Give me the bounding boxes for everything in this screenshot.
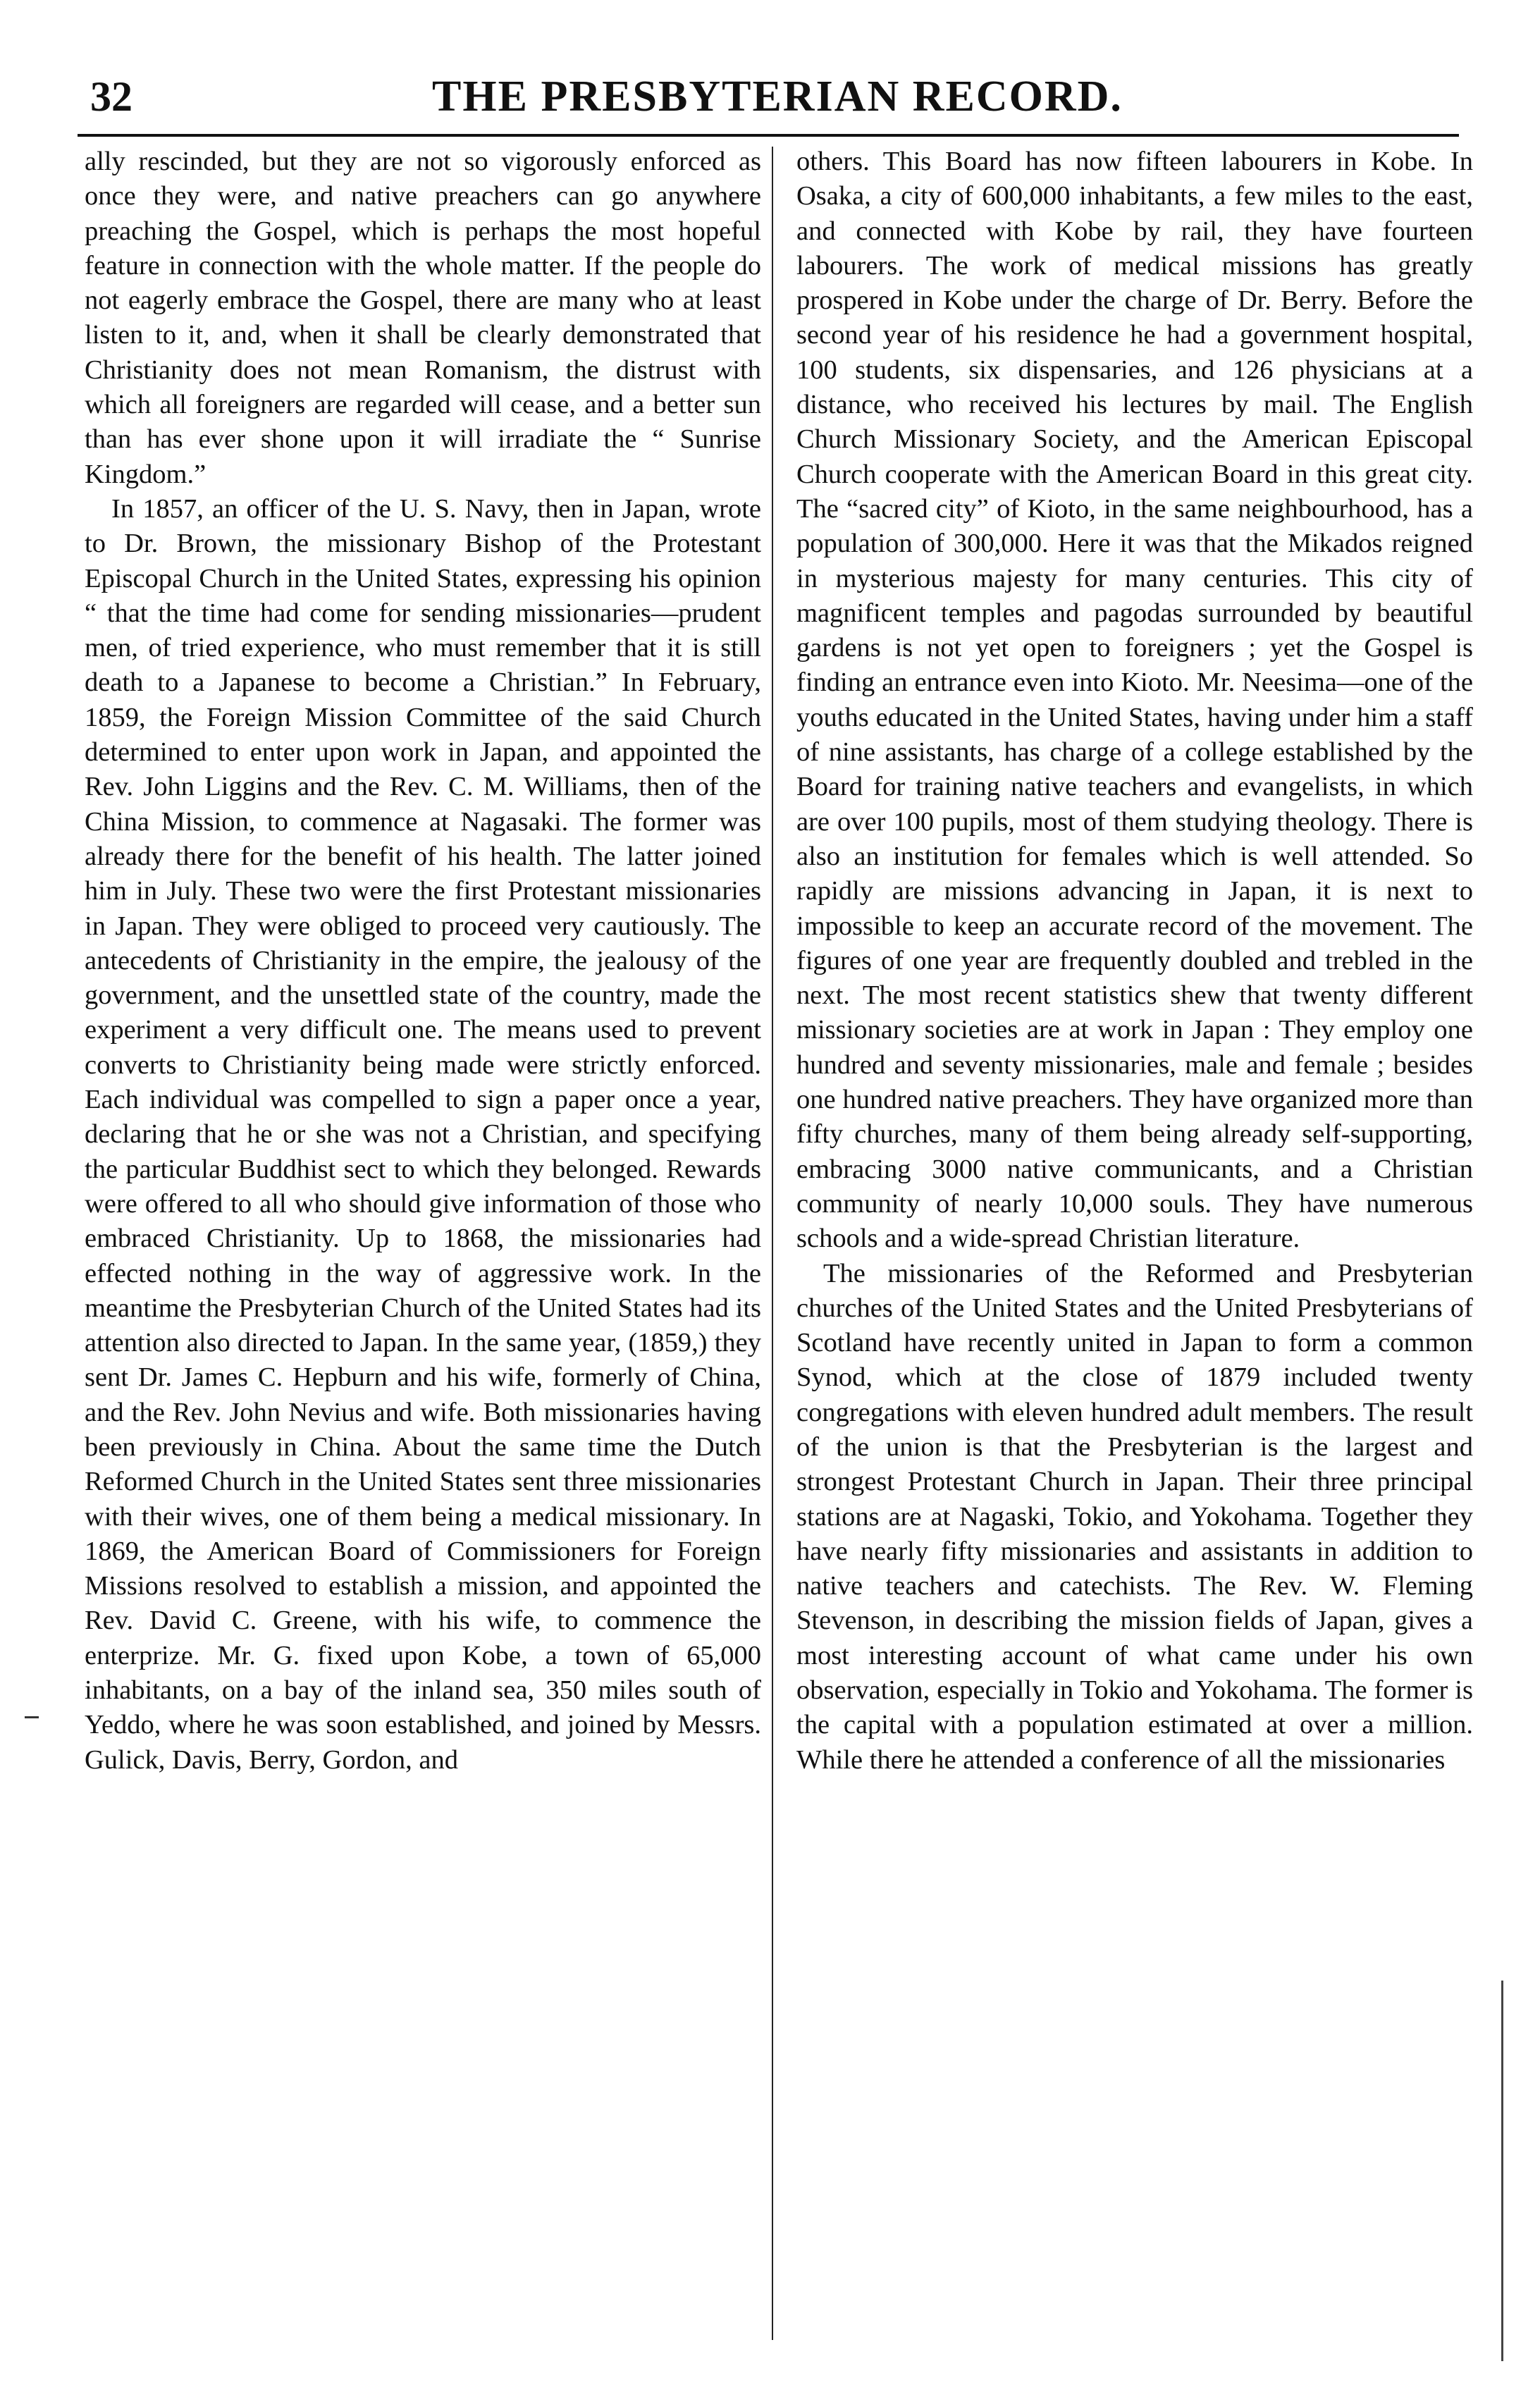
left-column: [85, 144, 761, 2329]
right-column: [796, 144, 1473, 2329]
page-edge-line: [1501, 1981, 1503, 2361]
paragraph: ally rescinded, but they are not so vigorously enforced as once they were, and native preachers can go anywhere preaching the Gospel, which is perhaps the most hopeful feature in connection with the whole matter. If the people do not eagerly embrace the Gospel, there are many who at least listen to it, and, when it shall be clearly demonstrated that Christianity does not mean Romanism, the distrust with which all foreigners are regarded will cease, and a better sun than has ever shone upon it will irradiate the “ Sunrise Kingdom.”: [85, 147, 761, 489]
page-number: 32: [90, 73, 133, 120]
margin-tick: [25, 1716, 39, 1718]
paragraph: others. This Board has now fifteen labourers in Kobe. In Osaka, a city of 600,000 inhabitants, a few miles to the east, and connected with Kobe by rail, they have fourteen labourers. The work of medical missions has greatly prospered in Kobe under the charge of Dr. Berry. Before the second year of his residence he had a government hospital, 100 students, six dispensaries, and 126 physicians at a distance, who received his lectures by mail. The English Church Missionary Society, and the American Episcopal Church cooperate with the American Board in this great city. The “sacred city” of Kioto, in the same neighbourhood, has a population of 300,000. Here it was that the Mikados reigned in mysterious majesty for many centuries. This city of magnificent temples and pagodas surrounded by beautiful gardens is not yet open to foreigners ; yet the Gospel is finding an entrance even into Kioto. Mr. Neesima—one of the youths educated in the United States, having under him a staff of nine assistants, has charge of a college established by the Board for training native teachers and evangelists, in which are over 100 pupils, most of them studying theology. There is also an institution for females which is well attended. So rapidly are missions advancing in Japan, it is next to impossible to keep an accurate record of the movement. The figures of one year are frequently doubled and trebled in the next. The most recent statistics shew that twenty different missionary societies are at work in Japan : They employ one hundred and seventy missionaries, male and female ; besides one hundred native preachers. They have organized more than fifty churches, many of them being already self-supporting, embracing 3000 native communicants, and a Christian community of nearly 10,000 souls. They have numerous schools and a wide-spread Christian literature.: [796, 147, 1473, 1254]
header-rule: [78, 134, 1459, 137]
paragraph: The missionaries of the Reformed and Presbyterian churches of the United States and the United Presbyterians of Scotland have recently united in Japan to form a common Synod, which at the close of 1879 included twenty congregations with eleven hundred adult members. The result of the union is that the Presbyterian is the largest and strongest Protestant Church in Japan. Their three principal stations are at Nagaski, Tokio, and Yokohama. Together they have nearly fifty missionaries and assistants in addition to native teachers and catechists. The Rev. W. Fleming Stevenson, in describing the mission fields of Japan, gives a most interesting account of what came under his own observation, especially in Tokio and Yokohama. The former is the capital with a population estimated at over a million. While there he attended a conference of all the missionaries: [796, 1258, 1473, 1775]
column-divider: [772, 147, 773, 2340]
page-header: [90, 65, 1465, 128]
paragraph: In 1857, an officer of the U. S. Navy, then in Japan, wrote to Dr. Brown, the missionary Bishop of the Protestant Episcopal Church in the United States, expressing his opinion “ that the time had come for sending missionaries—prudent men, of tried experience, who must remember that it is still death to a Japanese to become a Christian.” In February, 1859, the Foreign Mission Committee of the said Church determined to enter upon work in Japan, and appointed the Rev. John Liggins and the Rev. C. M. Williams, then of the China Mission, to commence at Nagasaki. The former was already there for the benefit of his health. The latter joined him in July. These two were the first Protestant missionaries in Japan. They were obliged to proceed very cautiously. The antecedents of Christianity in the empire, the jealousy of the government, and the unsettled state of the country, made the experiment a very difficult one. The means used to prevent converts to Christianity being made were strictly enforced. Each individual was compelled to sign a paper once a year, declaring that he or she was not a Christian, and specifying the particular Buddhist sect to which they belonged. Rewards were offered to all who should give information of those who embraced Christianity. Up to 1868, the missionaries had effected nothing in the way of aggressive work. In the meantime the Presbyterian Church of the United States had its attention also directed to Japan. In the same year, (1859,) they sent Dr. James C. Hepburn and his wife, formerly of China, and the Rev. John Nevius and wife. Both missionaries having been previously in China. About the same time the Dutch Reformed Church in the United States sent three missionaries with their wives, one of them being a medical missionary. In 1869, the American Board of Commissioners for Foreign Missions resolved to establish a mission, and appointed the Rev. David C. Greene, with his wife, to commence the enterprize. Mr. G. fixed upon Kobe, a town of 65,000 inhabitants, on a bay of the inland sea, 350 miles south of Yeddo, where he was soon established, and joined by Messrs. Gulick, Davis, Berry, Gordon, and: [85, 493, 761, 1775]
masthead-title: THE PRESBYTERIAN RECORD.: [432, 73, 1123, 121]
